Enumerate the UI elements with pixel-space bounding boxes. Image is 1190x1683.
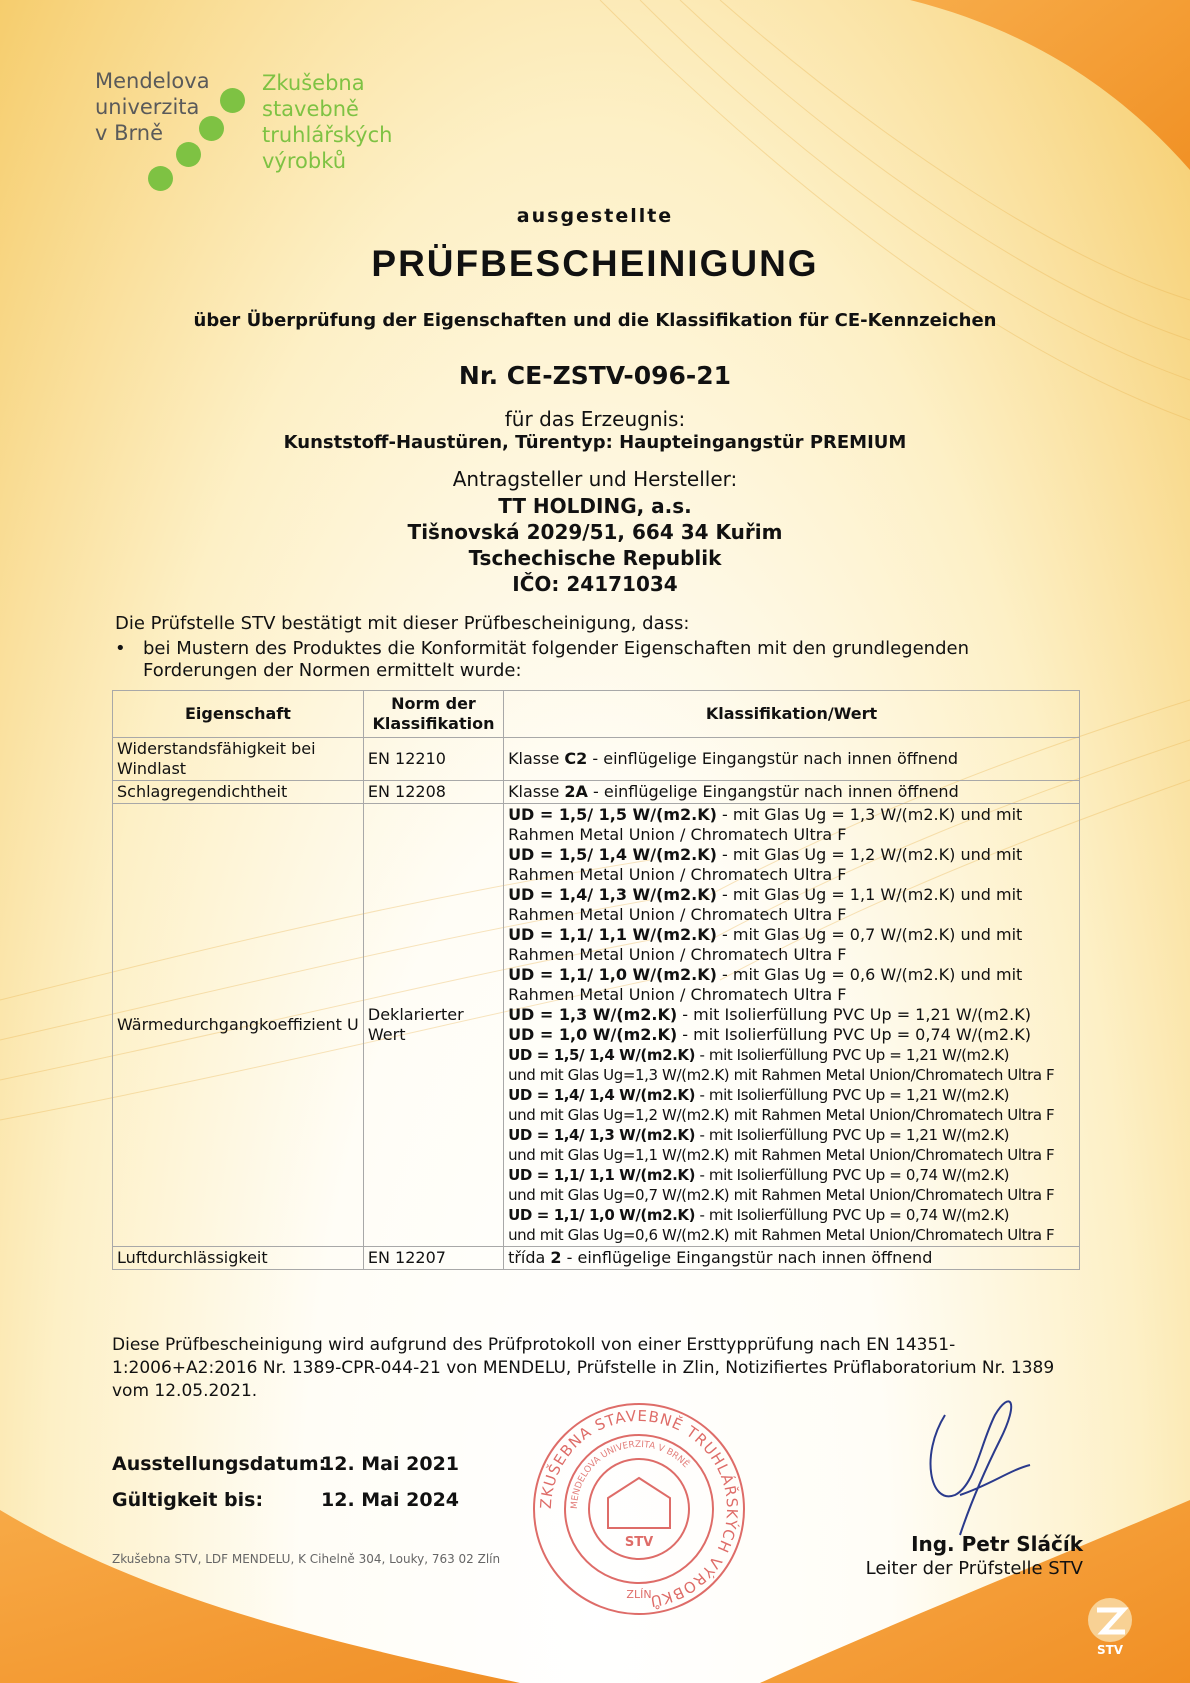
thermal-value-rest: - mit Glas Ug = 1,2 W/(m2.K) und mit [716, 845, 1023, 864]
table-row [113, 1247, 1080, 1270]
thermal-value-rest: - mit Glas Ug = 1,1 W/(m2.K) und mit [716, 885, 1023, 904]
stamp-inner-text: MENDELOVA UNIVERZITA V BRNĚ [569, 1439, 691, 1510]
thermal-value-line2: Rahmen Metal Union / Chromatech Ultra F [508, 865, 847, 884]
thermal-value-bold: UD = 1,0 W/(m2.K) [508, 1025, 678, 1044]
thermal-value-line2: und mit Glas Ug=1,1 W/(m2.K) mit Rahmen Metal Union/Chromatech Ultra F [508, 1146, 1055, 1164]
thermal-value-line2: und mit Glas Ug=0,7 W/(m2.K) mit Rahmen Metal Union/Chromatech Ultra F [508, 1186, 1055, 1204]
lab-address: Zkušebna STV, LDF MENDELU, K Cihelně 304, Louky, 763 02 Zlín [112, 1552, 501, 1566]
applicant-company: TT HOLDING, a.s. [498, 494, 692, 518]
value-rest: - einflügelige Eingangstür nach innen öffnend [587, 782, 959, 801]
thermal-value-line [508, 1165, 1075, 1185]
thermal-value-line [508, 845, 1075, 865]
issue-date-label: Ausstellungsdatum: [112, 1453, 327, 1475]
cell-property: Wärmedurchgangkoeffizient U [113, 804, 364, 1247]
table-row [113, 804, 1080, 1247]
logo-dot [176, 142, 201, 167]
table-row [113, 738, 1080, 781]
value-prefix: Klasse [508, 782, 565, 801]
thermal-value-bold: UD = 1,4/ 1,4 W/(m2.K) [508, 1086, 696, 1104]
table-row [113, 781, 1080, 804]
intro-text: Die Prüfstelle STV bestätigt mit dieser Prüfbescheinigung, dass: [115, 613, 690, 634]
thermal-value-line [508, 805, 1075, 825]
value-rest: - einflügelige Eingangstür nach innen öffnend [561, 1248, 933, 1267]
signer-role: Leiter der Prüfstelle STV [865, 1558, 1083, 1579]
cell-value [504, 738, 1080, 781]
thermal-value-line2: Rahmen Metal Union / Chromatech Ultra F [508, 985, 847, 1004]
thermal-value-line [508, 925, 1075, 945]
thermal-value-bold: UD = 1,5/ 1,5 W/(m2.K) [508, 805, 717, 824]
thermal-value-line2: und mit Glas Ug=1,2 W/(m2.K) mit Rahmen Metal Union/Chromatech Ultra F [508, 1106, 1055, 1124]
header-property: Eigenschaft [113, 691, 364, 738]
header-norm: Norm der Klassifikation [363, 691, 503, 738]
value-class: 2A [564, 782, 588, 801]
certificate-number: Nr. CE-ZSTV-096-21 [458, 361, 732, 390]
logo-dot [148, 166, 173, 191]
table-header-row [113, 691, 1080, 738]
value-prefix: Klasse [508, 749, 565, 768]
thermal-value-bold: UD = 1,4/ 1,3 W/(m2.K) [508, 885, 717, 904]
thermal-value-line [508, 965, 1075, 985]
thermal-value-line2: Rahmen Metal Union / Chromatech Ultra F [508, 945, 847, 964]
thermal-value-bold: UD = 1,1/ 1,1 W/(m2.K) [508, 1166, 696, 1184]
thermal-value-line2: Rahmen Metal Union / Chromatech Ultra F [508, 905, 847, 924]
document-subtitle: über Überprüfung der Eigenschaften und die Klassifikation für CE-Kennzeichen [193, 310, 997, 331]
thermal-value-rest: - mit Isolierfüllung PVC Up = 1,21 W/(m2.K) [695, 1126, 1010, 1144]
cell-value-list [504, 804, 1080, 1247]
bullet-icon: • [115, 638, 126, 659]
valid-until-value: 12. Mai 2024 [321, 1489, 460, 1511]
thermal-value-line [508, 1085, 1075, 1105]
thermal-value-rest: - mit Isolierfüllung PVC Up = 1,21 W/(m2.K) [695, 1046, 1010, 1064]
thermal-value-rest: - mit Glas Ug = 0,7 W/(m2.K) und mit [716, 925, 1023, 944]
valid-until-label: Gültigkeit bis: [112, 1489, 264, 1511]
stamp-city: ZLÍN [626, 1588, 652, 1601]
thermal-value-rest: - mit Isolierfüllung PVC Up = 0,74 W/(m2.K) [695, 1166, 1010, 1184]
product-label: für das Erzeugnis: [504, 407, 686, 431]
thermal-value-line [508, 885, 1075, 905]
thermal-value-bold: UD = 1,5/ 1,4 W/(m2.K) [508, 845, 717, 864]
applicant-label: Antragsteller und Hersteller: [452, 467, 738, 491]
applicant-ico: IČO: 24171034 [512, 572, 678, 596]
thermal-value-rest: - mit Isolierfüllung PVC Up = 1,21 W/(m2.K) [677, 1005, 1031, 1024]
stv-logo-text: STV [1096, 1643, 1124, 1657]
cell-property: Luftdurchlässigkeit [113, 1247, 364, 1270]
thermal-value-bold: UD = 1,1/ 1,1 W/(m2.K) [508, 925, 717, 944]
applicant-country: Tschechische Republik [468, 546, 722, 570]
stamp-center: STV [624, 1535, 654, 1550]
footnote: Diese Prüfbescheinigung wird aufgrund des Prüfprotokoll von einer Ersttypprüfung nach EN 14351-1:2006+A2:2016 Nr. 1389-CPR-044-21 von MENDELU, Prüfstelle in Zlin, Notizifiertes Prüflaboratorium Nr. 1389 vom 12.05.2021. [112, 1335, 1055, 1401]
logo-dot [199, 116, 224, 141]
issued-label: ausgestellte [516, 205, 674, 227]
thermal-value-rest: - mit Glas Ug = 0,6 W/(m2.K) und mit [716, 965, 1023, 984]
thermal-value-bold: UD = 1,3 W/(m2.K) [508, 1005, 678, 1024]
stv-logo [1075, 1590, 1145, 1660]
thermal-value-line2: und mit Glas Ug=1,3 W/(m2.K) mit Rahmen Metal Union/Chromatech Ultra F [508, 1066, 1055, 1084]
thermal-value-bold: UD = 1,1/ 1,0 W/(m2.K) [508, 1206, 696, 1224]
thermal-value-line [508, 1045, 1075, 1065]
value-class: C2 [564, 749, 588, 768]
thermal-value-line [508, 1005, 1075, 1025]
header-value: Klassifikation/Wert [504, 691, 1080, 738]
product-name: Kunststoff-Haustüren, Türentyp: Haupteingangstür PREMIUM [283, 432, 907, 453]
value-class: 2 [550, 1248, 562, 1267]
cell-value [504, 1247, 1080, 1270]
cell-property: Schlagregendichtheit [113, 781, 364, 804]
signer-name: Ing. Petr Sláčík [911, 1532, 1083, 1556]
thermal-value-line [508, 1205, 1075, 1225]
thermal-value-rest: - mit Isolierfüllung PVC Up = 0,74 W/(m2.K) [677, 1025, 1031, 1044]
university-name: Mendelova univerzita v Brně [95, 69, 210, 145]
thermal-value-line2: Rahmen Metal Union / Chromatech Ultra F [508, 825, 847, 844]
thermal-value-line [508, 1125, 1075, 1145]
svg-text:ZKUŠEBNA STAVEBNĚ TRUHLÁŘSKÝCH [537, 1407, 742, 1612]
cell-norm: EN 12208 [363, 781, 503, 804]
cell-norm: EN 12210 [363, 738, 503, 781]
dates-block [112, 1453, 459, 1525]
cell-norm: EN 12207 [363, 1247, 503, 1270]
value-prefix: třída [508, 1248, 551, 1267]
thermal-value-bold: UD = 1,4/ 1,3 W/(m2.K) [508, 1126, 696, 1144]
thermal-value-bold: UD = 1,5/ 1,4 W/(m2.K) [508, 1046, 696, 1064]
thermal-value-rest: - mit Isolierfüllung PVC Up = 0,74 W/(m2.K) [695, 1206, 1010, 1224]
applicant-address: Tišnovská 2029/51, 664 34 Kuřim [407, 520, 783, 544]
thermal-value-rest: - mit Glas Ug = 1,3 W/(m2.K) und mit [716, 805, 1023, 824]
cell-property: Widerstandsfähigkeit bei Windlast [113, 738, 364, 781]
cell-value [504, 781, 1080, 804]
thermal-value-rest: - mit Isolierfüllung PVC Up = 1,21 W/(m2.K) [695, 1086, 1010, 1104]
bullet-text: bei Mustern des Produktes die Konformität folgender Eigenschaften mit den grundlegenden Forderungen der Normen ermittelt wurde: [143, 638, 969, 681]
issue-date-value: 12. Mai 2021 [321, 1453, 460, 1475]
signature [900, 1385, 1050, 1550]
thermal-value-line2: und mit Glas Ug=0,6 W/(m2.K) mit Rahmen Metal Union/Chromatech Ultra F [508, 1226, 1055, 1244]
document-title: PRÜFBESCHEINIGUNG [371, 243, 819, 284]
lab-name: Zkušebna stavebně truhlářských výrobků [262, 71, 393, 173]
value-rest: - einflügelige Eingangstür nach innen öffnend [587, 749, 959, 768]
stamp-ring-text: ZKUŠEBNA STAVEBNĚ TRUHLÁŘSKÝCH VÝROBKŮ [536, 1406, 742, 1611]
thermal-value-line [508, 1025, 1075, 1045]
logo-dot [220, 88, 245, 113]
thermal-value-bold: UD = 1,1/ 1,0 W/(m2.K) [508, 965, 717, 984]
classification-table [112, 690, 1080, 1270]
cell-norm: Deklarierter Wert [363, 804, 503, 1247]
official-stamp [528, 1398, 750, 1620]
